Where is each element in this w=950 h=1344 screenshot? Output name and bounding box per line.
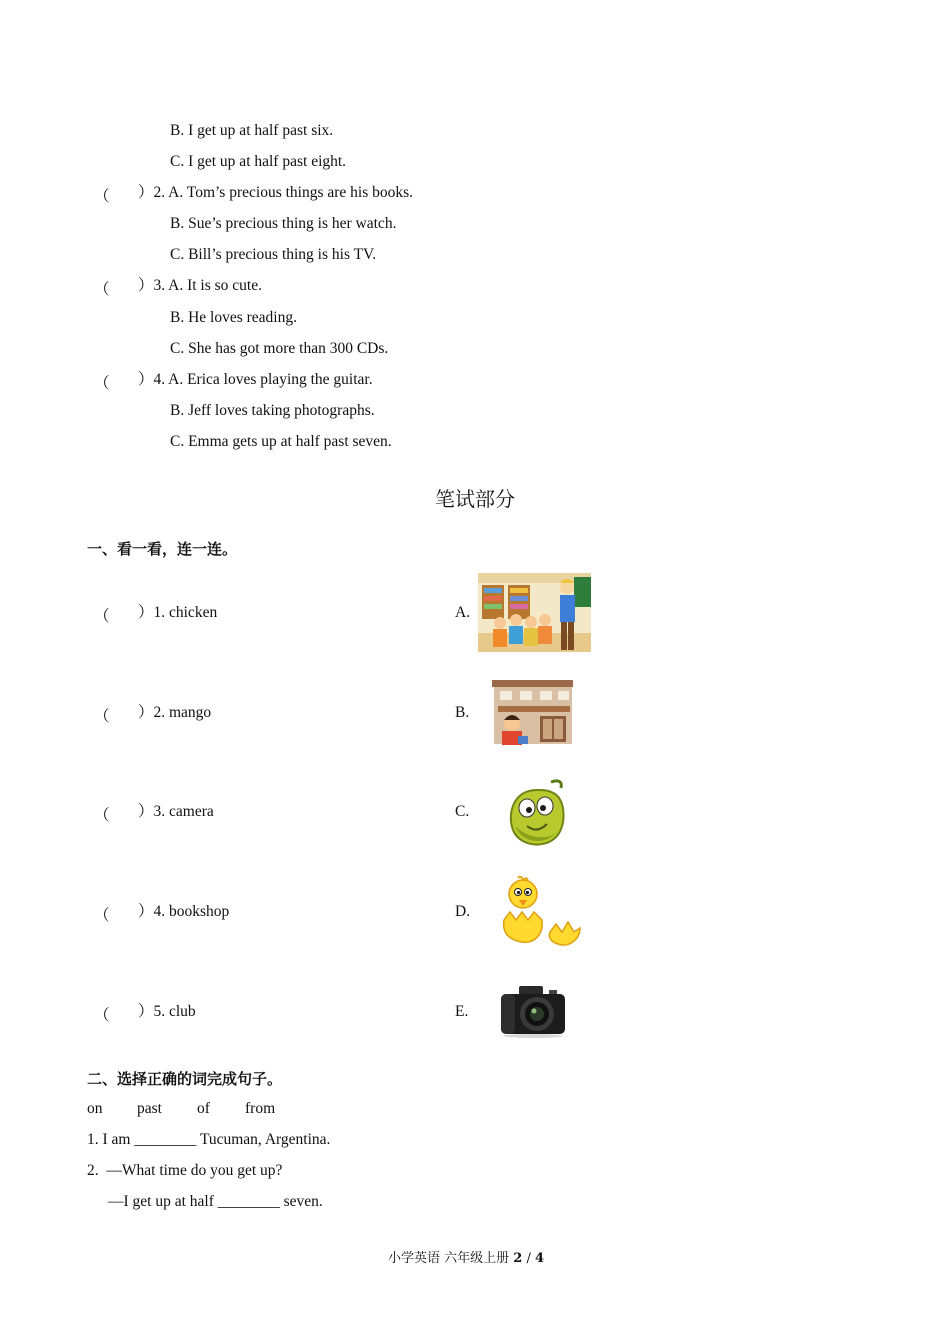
- match-option-e: E.: [455, 1003, 469, 1020]
- sentence-1: 1. I am ________ Tucuman, Argentina.: [87, 1131, 331, 1148]
- match-word-4: ）4. bookshop: [138, 903, 230, 920]
- q3-option-c: C. She has got more than 300 CDs.: [170, 340, 389, 357]
- q3-option-b: B. He loves reading.: [170, 309, 297, 326]
- mango-picture: [505, 776, 569, 850]
- word-bank-item: past: [137, 1100, 162, 1117]
- q2-option-a: ）2. A. Tom’s precious things are his books.: [138, 184, 414, 201]
- match-option-b: B.: [455, 704, 470, 721]
- q3-option-a: ）3. A. It is so cute.: [138, 277, 262, 294]
- page-footer: [388, 1247, 544, 1266]
- page-number: 2: [513, 1251, 523, 1266]
- section-title: 笔试部分: [435, 487, 515, 511]
- q1-option-c: C. I get up at half past eight.: [170, 153, 347, 170]
- footer-text: 小学英语 六年级上册: [388, 1251, 514, 1266]
- bookshop-picture: [492, 678, 573, 747]
- club-picture: [478, 573, 591, 652]
- answer-paren: （: [94, 281, 110, 298]
- page-separator: /: [522, 1251, 535, 1266]
- camera-picture: [499, 982, 567, 1038]
- answer-paren: （: [94, 188, 110, 205]
- answer-paren: （: [94, 608, 110, 625]
- match-option-d: D.: [455, 903, 471, 920]
- page-total: 4: [534, 1251, 545, 1266]
- sentence-2-answer: —I get up at half ________ seven.: [108, 1193, 323, 1210]
- match-word-1: ）1. chicken: [138, 604, 218, 621]
- q4-option-b: B. Jeff loves taking photographs.: [170, 402, 375, 419]
- q2-option-b: B. Sue’s precious thing is her watch.: [170, 215, 397, 232]
- q2-option-c: C. Bill’s precious thing is his TV.: [170, 246, 377, 263]
- q1-option-b: B. I get up at half past six.: [170, 122, 334, 139]
- part2-heading: 二、选择正确的词完成句子。: [87, 1070, 283, 1088]
- match-word-3: ）3. camera: [138, 803, 214, 820]
- answer-paren: （: [94, 807, 110, 824]
- chicken-picture: [500, 876, 582, 948]
- word-bank-item: on: [87, 1100, 103, 1117]
- q4-option-a: ）4. A. Erica loves playing the guitar.: [138, 371, 373, 388]
- answer-paren: （: [94, 907, 110, 924]
- answer-paren: （: [94, 375, 110, 392]
- word-bank-item: of: [197, 1100, 210, 1117]
- sentence-2-question: 2. —What time do you get up?: [87, 1162, 283, 1179]
- answer-paren: （: [94, 708, 110, 725]
- word-bank-item: from: [245, 1100, 276, 1117]
- match-word-2: ）2. mango: [138, 704, 212, 721]
- match-option-c: C.: [455, 803, 470, 820]
- q4-option-c: C. Emma gets up at half past seven.: [170, 433, 392, 450]
- part1-heading: 一、看一看，连一连。: [87, 540, 238, 558]
- match-option-a: A.: [455, 604, 471, 621]
- match-word-5: ）5. club: [138, 1003, 196, 1020]
- answer-paren: （: [94, 1007, 110, 1024]
